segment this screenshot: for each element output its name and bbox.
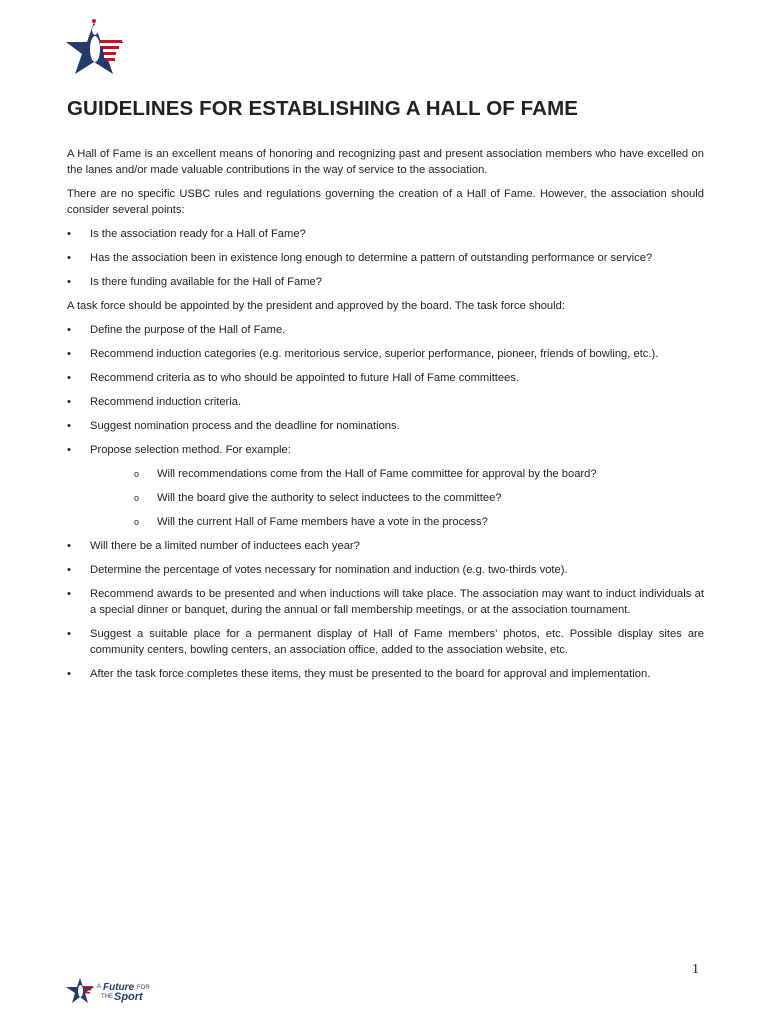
footer-tagline [97,984,167,1006]
task-force-list [67,322,704,458]
usbc-star-pin-logo [66,18,128,76]
list-item [67,442,704,458]
list-item: • Define the purpose of the Hall of Fame. [67,322,704,338]
list-item: • Recommend criteria as to who should be appointed to future Hall of Fame committees. [67,370,704,386]
list-item-text: Propose selection method. For example: [90,444,291,456]
tagline-for: FOR [137,985,150,991]
document-body [67,146,704,690]
selection-examples-list [67,466,704,530]
tagline-sport: Sport [114,991,143,1003]
list-item: • Recommend induction criteria. [67,394,704,410]
considerations-list [67,226,704,290]
list-item: • Determine the percentage of votes necessary for nomination and induction (e.g. two-thirds vote). [67,562,704,578]
list-item: • Suggest a suitable place for a permanent display of Hall of Fame members’ photos, etc. Possible display sites are community centers, bowling centers, an association office, added to the association website, etc. [67,626,704,658]
sub-list-item: o Will the current Hall of Fame members have a vote in the process? [67,514,704,530]
list-item: • Recommend induction categories (e.g. meritorious service, superior performance, pioneer, friends of bowling, etc.). [67,346,704,362]
intro-paragraph: A Hall of Fame is an excellent means of honoring and recognizing past and present association members who have excelled on the lanes and/or made valuable contributions in the way of service to the association. [67,148,704,176]
list-item: • Is the association ready for a Hall of Fame? [67,226,704,242]
usbc-star-pin-small-icon [66,976,96,1006]
list-item: • Will there be a limited number of inductees each year? [67,538,704,554]
tagline-the: THE [101,994,113,1000]
list-item: • After the task force completes these items, they must be presented to the board for approval and implementation. [67,666,704,682]
task-force-list-continued [67,538,704,682]
sub-list-item: o Will recommendations come from the Hall of Fame committee for approval by the board? [67,466,704,482]
task-force-paragraph: A task force should be appointed by the president and approved by the board. The task force should: [67,300,565,312]
page-title: GUIDELINES FOR ESTABLISHING A HALL OF FAME [67,97,579,120]
sub-list-item: o Will the board give the authority to select inductees to the committee? [67,490,704,506]
list-item: • Recommend awards to be presented and when inductions will take place. The association may want to induct individuals at a special dinner or banquet, during the annual or fall membership meetings, or at the association tournament. [67,586,704,618]
tagline-future: Future [103,982,135,993]
tagline-a: A [97,984,102,990]
usbc-rules-paragraph: There are no specific USBC rules and regulations governing the creation of a Hall of Fame. However, the association should consider several points: [67,188,704,216]
list-item: • Is there funding available for the Hall of Fame? [67,274,704,290]
list-item: • Has the association been in existence long enough to determine a pattern of outstanding performance or service? [67,250,704,266]
list-item: • Suggest nomination process and the deadline for nominations. [67,418,704,434]
page-number: 1 [692,962,699,977]
